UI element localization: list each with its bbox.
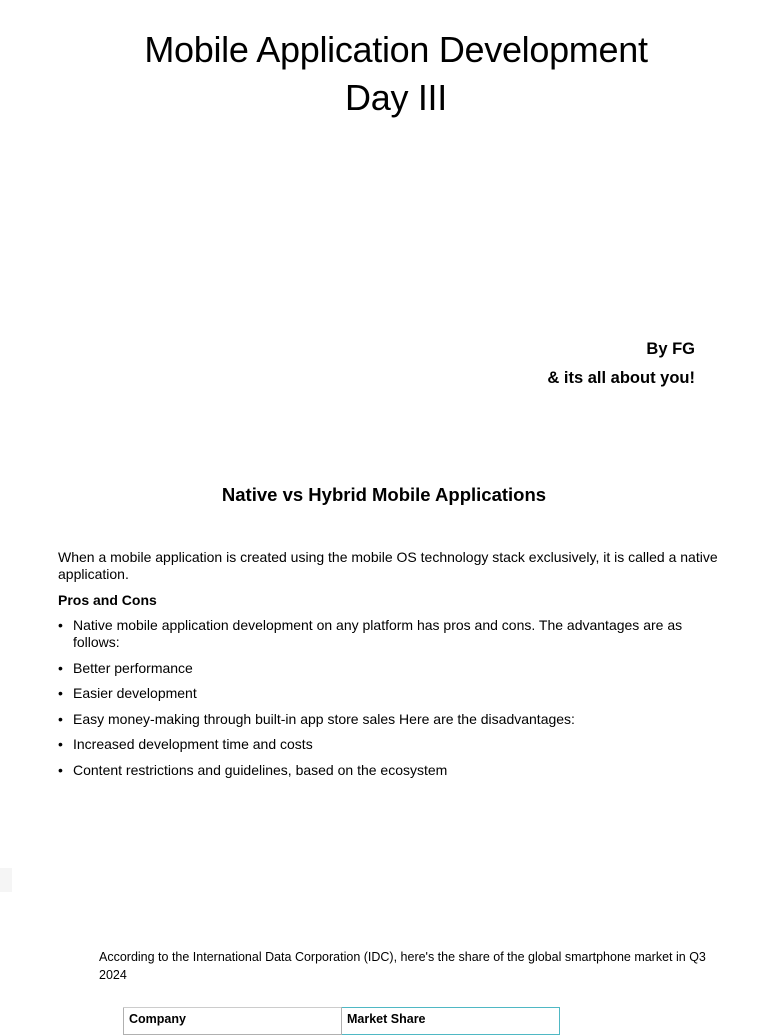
bullet-icon: • — [58, 685, 63, 701]
column-header-market-share: Market Share — [342, 1008, 560, 1035]
list-item-text: Easier development — [73, 685, 197, 701]
bullet-icon: • — [58, 736, 63, 752]
list-item — [58, 617, 718, 651]
list-item-text: Content restrictions and guidelines, based on the ecosystem — [73, 761, 448, 778]
list-item — [58, 685, 718, 702]
section-heading: Native vs Hybrid Mobile Applications — [221, 484, 547, 505]
byline — [547, 335, 695, 393]
list-item — [58, 736, 718, 753]
list-item — [58, 660, 718, 677]
list-item-text: Native mobile application development on any platform has pros and cons. The advantages are as follows: — [73, 617, 683, 650]
list-item — [58, 711, 718, 728]
pros-cons-subheading: Pros and Cons — [58, 592, 157, 608]
bullet-icon: • — [58, 761, 63, 778]
page-edge-marker — [0, 868, 12, 892]
list-item-text: Easy money-making through built-in app store sales Here are the disadvantages: — [73, 710, 575, 727]
list-item-text: Increased development time and costs — [73, 736, 313, 752]
title-line-2: Day III — [345, 77, 447, 118]
column-header-company: Company — [124, 1008, 342, 1035]
bullet-icon: • — [58, 659, 63, 676]
list-item — [58, 762, 718, 779]
table-header-row — [124, 1008, 560, 1035]
author-label: By FG — [646, 340, 695, 358]
market-share-table — [123, 1007, 560, 1035]
idc-market-note: According to the International Data Corporation (IDC), here's the share of the global smartphone market in Q3 2024 — [99, 950, 706, 982]
intro-paragraph: When a mobile application is created using the mobile OS technology stack exclusively, it is called a native application. — [58, 549, 718, 582]
tagline: & its all about you! — [547, 369, 695, 387]
bullet-icon: • — [58, 617, 63, 633]
list-item-text: Better performance — [73, 659, 193, 676]
bullet-icon: • — [58, 710, 63, 727]
page-title — [0, 26, 768, 122]
pros-cons-list — [58, 617, 718, 787]
title-line-1: Mobile Application Development — [144, 29, 648, 70]
